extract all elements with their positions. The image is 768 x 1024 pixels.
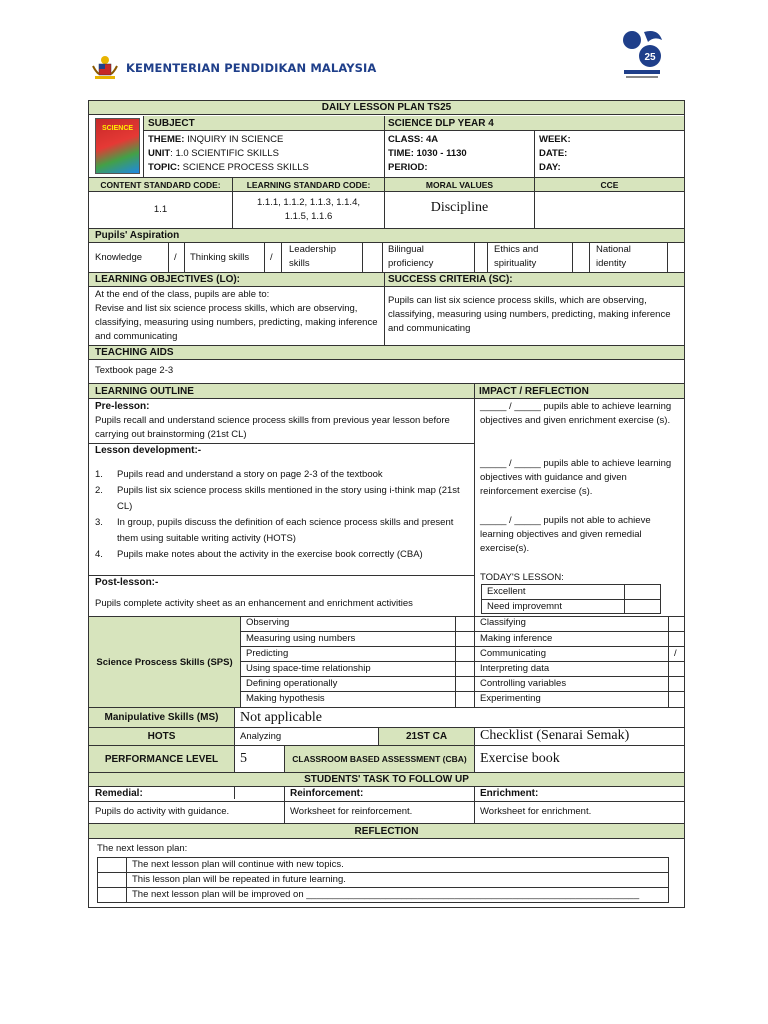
day-label: DAY: xyxy=(539,162,561,173)
period-label: PERIOD: xyxy=(388,162,428,173)
impact-reflection-label: IMPACT / REFLECTION xyxy=(475,384,684,398)
impact-text-3: _____ / _____ pupils not able to achieve learning objectives and given remedial exercise(s). xyxy=(480,515,651,554)
performance-level-value: 5 xyxy=(240,751,247,766)
reflection-option-improve: The next lesson plan will be improved on _______________________________________________________________ xyxy=(132,889,640,900)
malaysia-crest-icon xyxy=(90,54,120,82)
ts25-logo-icon xyxy=(618,26,666,82)
content-standard-value: 1.1 xyxy=(153,204,168,215)
reflection-intro: The next lesson plan: xyxy=(97,843,188,854)
remedial-label: Remedial: xyxy=(95,788,143,799)
hots-value: Analyzing xyxy=(240,731,282,742)
learning-standard-label: LEARNING STANDARD CODE: xyxy=(246,179,371,190)
remedial-text: Pupils do activity with guidance. xyxy=(95,806,230,817)
lo-text-intro: At the end of the class, pupils are able to: xyxy=(95,289,270,300)
week-label: WEEK: xyxy=(539,134,571,145)
cba-label: CLASSROOM BASED ASSESSMENT (CBA) xyxy=(285,746,474,772)
followup-label: STUDENTS' TASK TO FOLLOW UP xyxy=(89,773,684,786)
cba-value: Exercise book xyxy=(480,751,560,766)
book-cover-title: SCIENCE xyxy=(101,125,134,132)
sps-classifying: Classifying xyxy=(480,617,526,628)
date-label: DATE: xyxy=(539,148,568,159)
unit-label: UNIT xyxy=(148,148,171,159)
performance-level-label: PERFORMANCE LEVEL xyxy=(89,746,234,772)
topic-line xyxy=(148,161,383,175)
sps-space-time: Using space-time relationship xyxy=(246,663,371,674)
reinforcement-label: Reinforcement: xyxy=(290,788,364,799)
ts25-logo-text: 25 xyxy=(644,52,656,63)
plan-title: DAILY LESSON PLAN TS25 xyxy=(89,101,684,115)
teaching-aids-text: Textbook page 2-3 xyxy=(95,365,174,376)
theme-value: INQUIRY IN SCIENCE xyxy=(187,134,284,145)
post-lesson-text: Pupils complete activity sheet as an enhancement and enrichment activities xyxy=(95,598,413,609)
21st-ca-label: 21ST CA xyxy=(379,728,474,745)
aspiration-item-leadership: Leadership skills xyxy=(289,244,337,269)
cce-label: CCE xyxy=(600,179,619,190)
theme-line xyxy=(148,133,383,147)
unit-line xyxy=(148,147,383,161)
dev-step-number: 1. xyxy=(95,469,103,480)
impact-text-2: _____ / _____ pupils able to achieve learning objectives with guidance and given reinforcement exercise (s). xyxy=(480,458,672,497)
dev-step xyxy=(95,483,470,515)
todays-lesson-need-improvement: Need improvemnt xyxy=(487,601,562,612)
class-value: CLASS: 4A xyxy=(388,134,439,145)
ministry-header xyxy=(90,54,376,82)
ministry-name: KEMENTERIAN PENDIDIKAN MALAYSIA xyxy=(126,61,377,75)
topic-label: TOPIC: xyxy=(148,162,181,173)
post-lesson-label: Post-lesson:- xyxy=(95,577,159,588)
reinforcement-text: Worksheet for reinforcement. xyxy=(290,806,413,817)
enrichment-text: Worksheet for enrichment. xyxy=(480,806,592,817)
dev-step-text: Pupils make notes about the activity in the exercise book correctly (CBA) xyxy=(117,549,423,560)
todays-lesson-excellent: Excellent xyxy=(487,586,526,597)
teaching-aids-label: TEACHING AIDS xyxy=(89,346,684,359)
time-value: TIME: 1030 - 1130 xyxy=(388,148,467,159)
sc-label: SUCCESS CRITERIA (SC): xyxy=(385,273,684,286)
subject-value: SCIENCE DLP YEAR 4 xyxy=(385,116,684,130)
hots-label: HOTS xyxy=(89,728,234,745)
dev-step-number: 2. xyxy=(95,485,103,496)
theme-label: THEME: xyxy=(148,134,185,145)
todays-lesson-label: TODAY'S LESSON: xyxy=(480,572,564,583)
aspiration-label: Pupils' Aspiration xyxy=(89,229,684,242)
unit-value: : 1.0 SCIENTIFIC SKILLS xyxy=(170,148,279,159)
aspiration-item-national: National identity xyxy=(596,244,631,269)
aspiration-item-knowledge: Knowledge xyxy=(95,252,143,263)
pre-lesson-label: Pre-lesson: xyxy=(95,401,150,412)
learning-standard-value-1: 1.1.1, 1.1.2, 1.1.3, 1.1.4, xyxy=(257,197,360,208)
subject-label: SUBJECT xyxy=(144,116,384,130)
sps-communicating-mark: / xyxy=(674,648,677,659)
dev-step xyxy=(95,515,470,547)
ms-label: Manipulative Skills (MS) xyxy=(89,708,234,727)
sps-interpreting: Interpreting data xyxy=(480,663,550,674)
dev-step-text: Pupils list six science process skills mentioned in the story using i-think map (21st CL) xyxy=(117,485,460,512)
dev-step-text: In group, pupils discuss the definition of each science process skills and present them using suitable writing activity (HOTS) xyxy=(117,517,454,544)
sps-experimenting: Experimenting xyxy=(480,693,541,704)
aspiration-item-thinking: Thinking skills xyxy=(190,252,250,263)
content-standard-label: CONTENT STANDARD CODE: xyxy=(100,179,221,190)
moral-values-label: MORAL VALUES xyxy=(425,179,494,190)
ms-value: Not applicable xyxy=(240,710,323,725)
dev-step-number: 3. xyxy=(95,517,103,528)
moral-value: Discipline xyxy=(430,200,489,215)
enrichment-label: Enrichment: xyxy=(480,788,539,799)
pre-lesson-text: Pupils recall and understand science process skills from previous year lesson before carrying out brainstorming (21st CL) xyxy=(95,415,450,440)
sps-label: Science Proscess Skills (SPS) xyxy=(89,617,240,707)
learning-outline-label: LEARNING OUTLINE xyxy=(89,384,474,398)
book-cover-image xyxy=(95,118,140,174)
reflection-option-repeat: This lesson plan will be repeated in future learning. xyxy=(132,874,346,885)
reflection-option-continue: The next lesson plan will continue with new topics. xyxy=(132,859,344,870)
aspiration-mark-thinking: / xyxy=(270,252,273,263)
dev-step-number: 4. xyxy=(95,549,103,560)
sps-measuring: Measuring using numbers xyxy=(246,633,356,644)
aspiration-item-ethics: Ethics and spirituality xyxy=(494,244,539,269)
topic-value: SCIENCE PROCESS SKILLS xyxy=(182,162,309,173)
sps-controlling: Controlling variables xyxy=(480,678,567,689)
reflection-label: REFLECTION xyxy=(89,824,684,838)
sps-defining: Defining operationally xyxy=(246,678,338,689)
aspiration-item-bilingual: Bilingual proficiency xyxy=(388,244,434,269)
dev-step-text: Pupils read and understand a story on page 2-3 of the textbook xyxy=(117,469,383,480)
sps-inference: Making inference xyxy=(480,633,553,644)
sps-communicating: Communicating xyxy=(480,648,546,659)
21st-ca-value: Checklist (Senarai Semak) xyxy=(480,728,630,743)
lo-label: LEARNING OBJECTIVES (LO): xyxy=(89,273,384,286)
lo-text: Revise and list six science process skills, which are observing, classifying, measuring using numbers, predicting, making inference and communicating xyxy=(95,303,378,342)
impact-text-1: _____ / _____ pupils able to achieve learning objectives and given enrichment exercise (s). xyxy=(480,401,672,426)
lesson-development-label: Lesson development:- xyxy=(95,445,202,456)
sc-text: Pupils can list six science process skills, which are observing, classifying, measuring using numbers, predicting, making inference and communicating xyxy=(388,295,671,334)
aspiration-mark-knowledge: / xyxy=(174,252,177,263)
learning-standard-value-2: 1.1.5, 1.1.6 xyxy=(284,211,333,222)
lesson-development-list xyxy=(95,467,470,563)
sps-hypothesis: Making hypothesis xyxy=(246,693,325,704)
dev-step xyxy=(95,467,470,483)
sps-observing: Observing xyxy=(246,617,290,628)
dev-step xyxy=(95,547,470,563)
sps-predicting: Predicting xyxy=(246,648,289,659)
